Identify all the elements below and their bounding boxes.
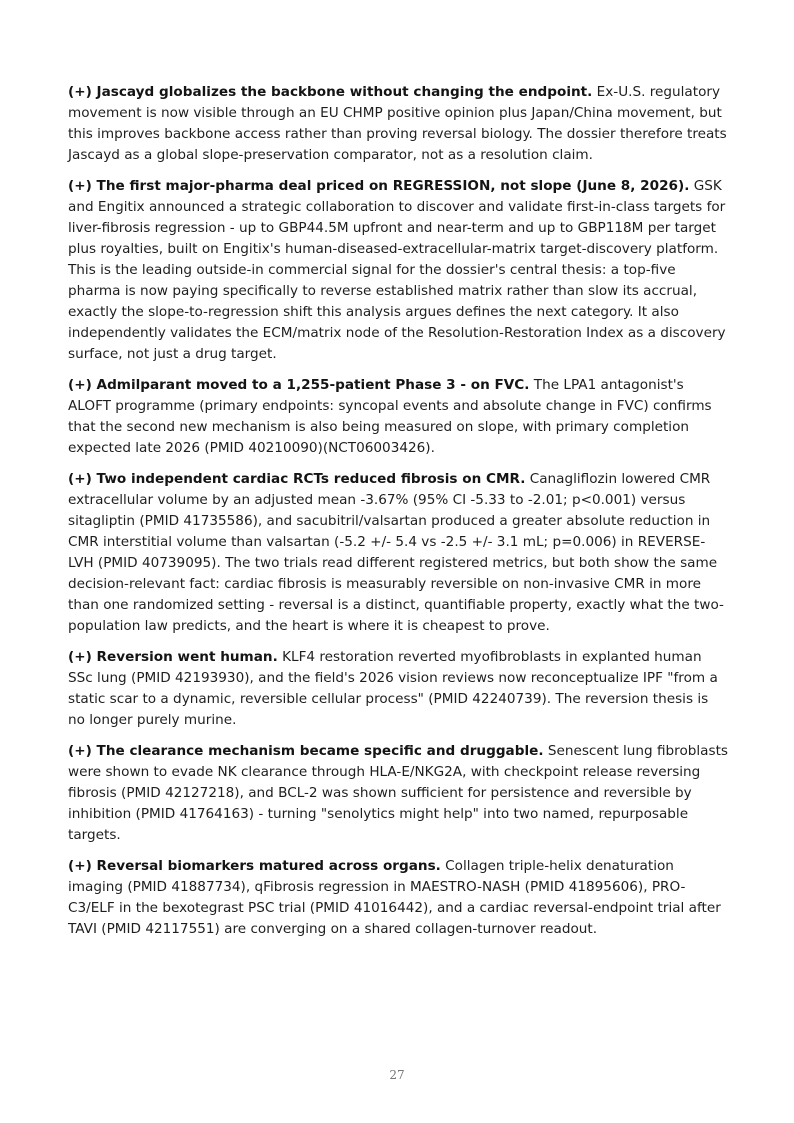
paragraph-body: Canagliflozin lowered CMR extracellular volume by an adjusted mean -3.67% (95% CI -5.33 to -2.01; p<0.001) versus sitagliptin (PMID 41735586), and sacubitril/valsartan produced a greater absolute reduction in CMR interstitial volume than valsartan (-5.2 +/- 5.4 vs -2.5 +/- 3.1 mL; p=0.006) in REVERSE-LVH (PMID 40739095). The two trials read different registered metrics, but both show the same decision-relevant fact: cardiac fibrosis is measurably reversible on non-invasive CMR in more than one randomized setting - reversal is a distinct, quantifiable property, exactly what the two-population law predicts, and the heart is where it is cheapest to prove. <box>68 471 724 634</box>
page-number: 27 <box>389 1068 405 1082</box>
paragraph-body: KLF4 restoration reverted myofibroblasts in explanted human SSc lung (PMID 42193930), and the field's 2026 vision reviews now reconceptualize IPF "from a static scar to a dynamic, reversible cellular process" (PMID 42240739). The reversion thesis is no longer purely murine. <box>68 649 718 728</box>
paragraph-body: Senescent lung fibroblasts were shown to evade NK clearance through HLA-E/NKG2A, with checkpoint release reversing fibrosis (PMID 42127218), and BCL-2 was shown sufficient for persistence and reversible by inhibition (PMID 41764163) - turning "senolytics might help" into two named, repurposable targets. <box>68 743 728 843</box>
paragraph-lead: (+) The first major-pharma deal priced on REGRESSION, not slope (June 8, 2026). <box>68 178 690 194</box>
paragraph-gsk-engitix <box>68 176 728 365</box>
paragraph-biomarkers <box>68 856 728 940</box>
paragraph-lead: (+) Reversion went human. <box>68 649 278 665</box>
paragraph-lead: (+) Jascayd globalizes the backbone without changing the endpoint. <box>68 84 593 100</box>
paragraph-cardiac-rcts <box>68 469 728 637</box>
paragraph-body: GSK and Engitix announced a strategic collaboration to discover and validate first-in-class targets for liver-fibrosis regression - up to GBP44.5M upfront and near-term and up to GBP118M per target plus royalties, built on Engitix's human-diseased-extracellular-matrix target-discovery platform. This is the leading outside-in commercial signal for the dossier's central thesis: a top-five pharma is now paying specifically to reverse established matrix rather than slow its accrual, exactly the slope-to-regression shift this analysis argues defines the next category. It also independently validates the ECM/matrix node of the Resolution-Restoration Index as a discovery surface, not just a drug target. <box>68 178 726 362</box>
paragraph-jascayd <box>68 82 728 166</box>
paragraph-lead: (+) Admilparant moved to a 1,255-patient Phase 3 - on FVC. <box>68 377 530 393</box>
document-page <box>68 82 728 950</box>
paragraph-clearance <box>68 741 728 846</box>
paragraph-body: Ex-U.S. regulatory movement is now visible through an EU CHMP positive opinion plus Japan/China movement, but this improves backbone access rather than proving reversal biology. The dossier therefore treats Jascayd as a global slope-preservation comparator, not as a resolution claim. <box>68 84 727 163</box>
paragraph-body: Collagen triple-helix denaturation imaging (PMID 41887734), qFibrosis regression in MAESTRO-NASH (PMID 41895606), PRO-C3/ELF in the bexotegrast PSC trial (PMID 41016442), and a cardiac reversal-endpoint trial after TAVI (PMID 42117551) are converging on a shared collagen-turnover readout. <box>68 858 721 937</box>
paragraph-admilparant <box>68 375 728 459</box>
paragraph-lead: (+) Reversal biomarkers matured across organs. <box>68 858 441 874</box>
paragraph-body: The LPA1 antagonist's ALOFT programme (primary endpoints: syncopal events and absolute change in FVC) confirms that the second new mechanism is also being measured on slope, with primary completion expected late 2026 (PMID 40210090)(NCT06003426). <box>68 377 712 456</box>
paragraph-lead: (+) The clearance mechanism became specific and druggable. <box>68 743 544 759</box>
paragraph-lead: (+) Two independent cardiac RCTs reduced fibrosis on CMR. <box>68 471 526 487</box>
paragraph-reversion <box>68 647 728 731</box>
